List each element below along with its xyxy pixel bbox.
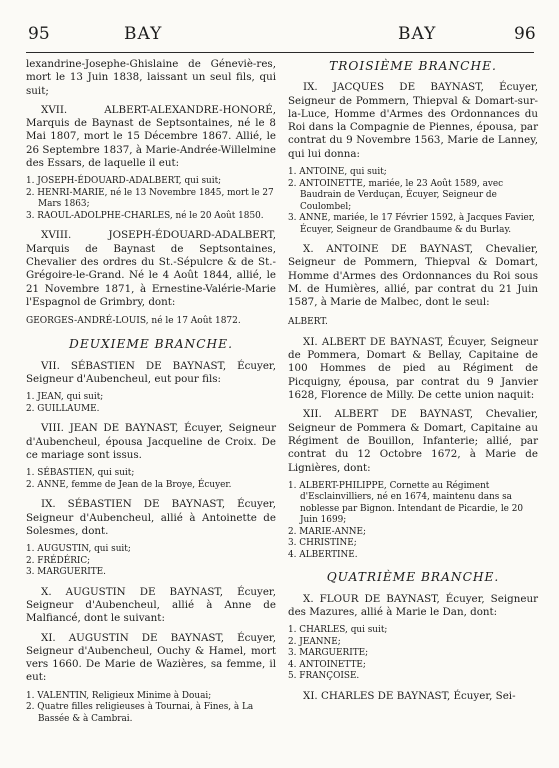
children-list (288, 481, 538, 562)
list-item: 2. MARIE-ANNE; (288, 526, 367, 537)
paragraph: ALBERT. (288, 316, 328, 327)
list-item: 2. FRÉDÉRIC; (26, 555, 91, 566)
left-column (26, 58, 276, 732)
list-item: 2. JEANNE; (288, 636, 341, 647)
branch-heading: TROISIÈME BRANCHE. (329, 59, 497, 73)
paragraph: VII. SÉBASTIEN DE BAYNAST, Écuyer, Seigneur d'Aubencheul, eut pour fils: (26, 359, 276, 386)
branch-heading: DEUXIEME BRANCHE. (69, 337, 233, 352)
children-list (26, 176, 276, 222)
paragraph: XVIII. JOSEPH-ÉDOUARD-ADALBERT, Marquis de Baynast de Septsontaines, Chevalier des ordres du St.-Sépulcre & de St.-Grégoire-le-Grand. Né le 4 Août 1844, allié, le 21 Novembre 1871, à Ernestine-Valérie-Marie l'Espagnol de Grimbry, dont: (26, 229, 276, 308)
list-item: 1. ANTOINE, qui suit; (288, 167, 387, 178)
children-list (288, 167, 538, 236)
list-item: 2. GUILLAUME. (26, 403, 100, 414)
paragraph: XI. ALBERT DE BAYNAST, Écuyer, Seigneur de Pommera, Domart & Bellay, Capitaine de 100 Hommes de pied au Régiment de Picquigny, épousa, par contrat du 9 Janvier 1628, Florence de Milly. De cette union naquit: (288, 335, 538, 402)
children-list (26, 544, 276, 579)
children-list (26, 468, 276, 491)
paragraph: XI. CHARLES DE BAYNAST, Écuyer, Sei- (303, 689, 516, 702)
right-column (288, 58, 538, 709)
list-item: 3. RAOUL-ADOLPHE-CHARLES, né le 20 Août 1850. (26, 210, 264, 221)
list-item: 2. HENRI-MARIE, né le 13 Novembre 1845, mort le 27 Mars 1863; (26, 187, 274, 210)
list-item: 2. ANNE, femme de Jean de la Broye, Écuyer. (26, 479, 232, 490)
list-item: 3. ANNE, mariée, le 17 Février 1592, à Jacques Favier, Écuyer, Seigneur de Grandbaume & du Burlay. (288, 213, 535, 235)
list-item: 3. MARGUERITE; (288, 648, 369, 659)
list-item: 1. JEAN, qui suit; (26, 392, 104, 403)
list-item: 5. FRANÇOISE. (288, 671, 360, 682)
list-item: 3. CHRISTINE; (288, 538, 357, 549)
paragraph: XVII. ALBERT-ALEXANDRE-HONORÉ, Marquis de Baynast de Septsontaines, né le 8 Mai 1807, mort le 15 Décembre 1867. Allié, le 26 Septembre 1837, à Marie-Andrée-Willelmine des Essars, de laquelle il eut: (26, 103, 276, 170)
running-title-left: BAY (124, 24, 163, 44)
list-item: 2. ANTOINETTE, mariée, le 23 Août 1589, avec Baudrain de Verduçan, Écuyer, Seigneur de Coulombel; (288, 178, 504, 212)
header-rule (26, 52, 534, 53)
list-item: 1. CHARLES, qui suit; (288, 625, 388, 636)
paragraph: lexandrine-Josephe-Ghislaine de Géneviè-res, mort le 13 Juin 1838, laissant un seul fils, qui suit; (26, 58, 276, 97)
paragraph: IX. SÉBASTIEN DE BAYNAST, Écuyer, Seigneur d'Aubencheul, allié à Antoinette de Solesmes, dont. (26, 498, 276, 537)
paragraph: X. FLOUR DE BAYNAST, Écuyer, Seigneur des Mazures, allié à Marie le Dan, dont: (288, 592, 538, 618)
list-item: 1. AUGUSTIN, qui suit; (26, 544, 131, 555)
branch-heading: QUATRIÈME BRANCHE. (326, 570, 500, 585)
children-list (26, 392, 276, 415)
children-list (288, 625, 538, 683)
list-item: 3. MARGUERITE. (26, 567, 106, 578)
page-number-right: 96 (514, 24, 536, 44)
running-title-right: BAY (398, 24, 437, 44)
page-number-left: 95 (28, 24, 50, 44)
paragraph: IX. JACQUES DE BAYNAST, Écuyer, Seigneur de Pommern, Thiepval & Domart-sur-la-Luce, Homme d'Armes des Ordonnances du Roi dans la Compagnie de Piennes, épousa, par contrat du 9 Novembre 1563, Marie de Lanney, qui lui donna: (288, 81, 538, 160)
paragraph: VIII. JEAN DE BAYNAST, Écuyer, Seigneur d'Aubencheul, épousa Jacqueline de Croix. De ce mariage sont issus. (26, 422, 276, 461)
paragraph: XI. AUGUSTIN DE BAYNAST, Écuyer, Seigneur d'Aubencheul, Ouchy & Hamel, mort vers 1660. De Marie de Wazières, sa femme, il eut: (26, 631, 276, 684)
list-item: 1. JOSEPH-ÉDOUARD-ADALBERT, qui suit; (26, 176, 222, 187)
list-item: 2. Quatre filles religieuses à Tournai, à Fines, à La Bassée & à Cambrai. (26, 702, 254, 724)
paragraph: GEORGES-ANDRÉ-LOUIS, né le 17 Août 1872. (26, 316, 241, 327)
list-item: 1. ALBERT-PHILIPPE, Cornette au Régiment d'Esclainvilliers, né en 1674, maintenu dans sa noblesse par Bignon. Intendant de Picardie, le 20 Juin 1699; (288, 480, 524, 526)
list-item: 4. ALBERTINE. (288, 549, 358, 560)
list-item: 1. VALENTIN, Religieux Minime à Douai; (26, 690, 212, 701)
children-list (26, 691, 276, 726)
list-item: 4. ANTOINETTE; (288, 659, 366, 670)
paragraph: X. AUGUSTIN DE BAYNAST, Écuyer, Seigneur d'Aubencheul, allié à Anne de Malfiancé, dont le suivant: (26, 585, 276, 625)
paragraph: X. ANTOINE DE BAYNAST, Chevalier, Seigneur de Pommern, Thiepval & Domart, Homme d'Armes des Ordonnances du Roi sous M. de Humières, allié, par contrat du 21 Juin 1587, à Marie de Malbec, dont le seul: (288, 243, 538, 309)
paragraph: XII. ALBERT DE BAYNAST, Chevalier, Seigneur de Pommera & Domart, Capitaine au Régiment de Bouillon, Infanterie; allié, par contrat du 12 Octobre 1672, à Marie de Lignières, dont: (288, 408, 538, 474)
list-item: 1. SÉBASTIEN, qui suit; (26, 468, 135, 479)
